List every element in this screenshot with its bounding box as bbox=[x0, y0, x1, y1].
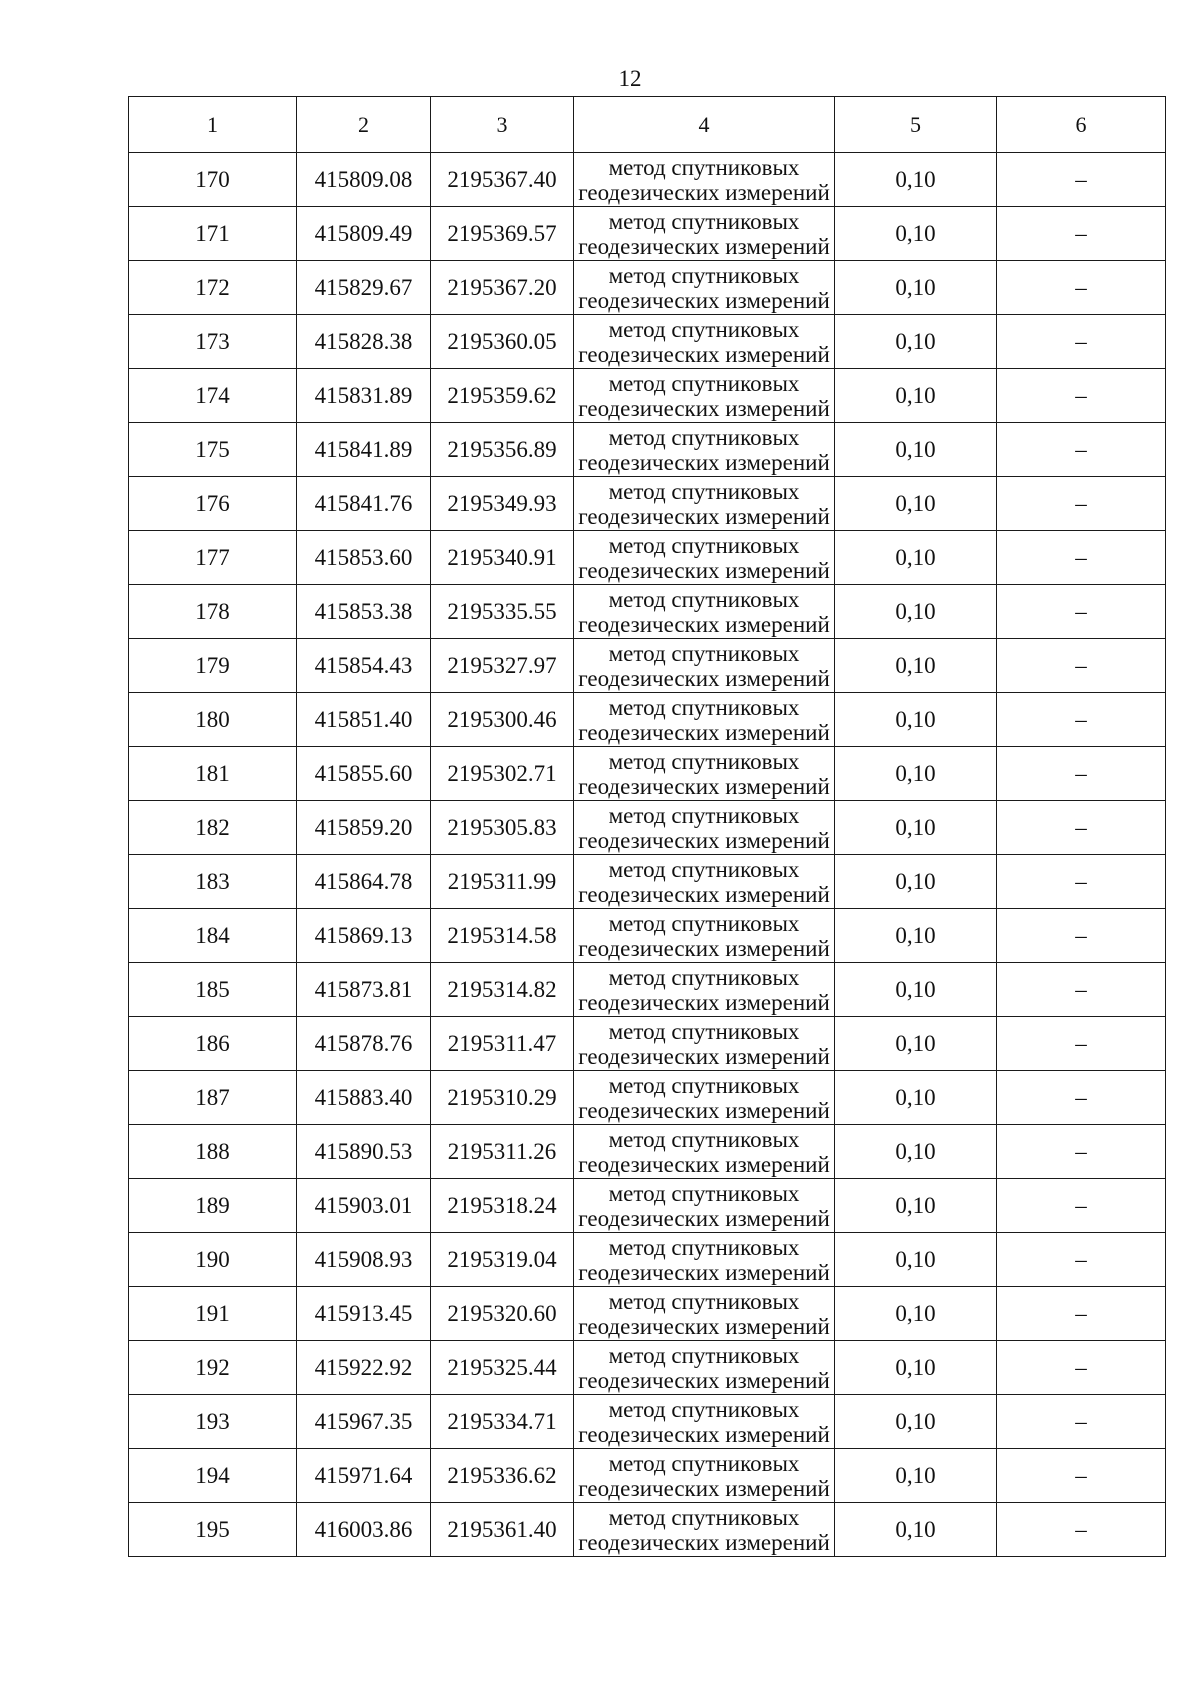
method-line-1: метод спутниковых bbox=[608, 586, 800, 612]
description-cell: – bbox=[997, 801, 1166, 855]
accuracy-cell: 0,10 bbox=[835, 855, 997, 909]
coordinate-x-cell: 415913.45 bbox=[297, 1287, 431, 1341]
point-number-cell: 177 bbox=[129, 531, 297, 585]
method-line-1: метод спутниковых bbox=[608, 424, 800, 450]
description-cell: – bbox=[997, 1395, 1166, 1449]
coordinate-x-cell: 415853.60 bbox=[297, 531, 431, 585]
method-line-2: геодезических измерений bbox=[578, 1313, 830, 1339]
description-cell: – bbox=[997, 423, 1166, 477]
table-row bbox=[129, 531, 1166, 585]
coordinate-x-cell: 415841.76 bbox=[297, 477, 431, 531]
table-row bbox=[129, 801, 1166, 855]
coordinate-y-cell: 2195314.82 bbox=[431, 963, 574, 1017]
description-cell: – bbox=[997, 1071, 1166, 1125]
table-row bbox=[129, 369, 1166, 423]
accuracy-cell: 0,10 bbox=[835, 1233, 997, 1287]
accuracy-cell: 0,10 bbox=[835, 585, 997, 639]
coordinate-y-cell: 2195320.60 bbox=[431, 1287, 574, 1341]
method-line-1: метод спутниковых bbox=[608, 1288, 800, 1314]
method-line-1: метод спутниковых bbox=[608, 1126, 800, 1152]
method-cell bbox=[574, 1125, 835, 1179]
method-line-2: геодезических измерений bbox=[578, 341, 830, 367]
method-line-2: геодезических измерений bbox=[578, 557, 830, 583]
point-number-cell: 179 bbox=[129, 639, 297, 693]
method-line-2: геодезических измерений bbox=[578, 503, 830, 529]
column-header-2: 2 bbox=[297, 97, 431, 153]
coordinate-y-cell: 2195300.46 bbox=[431, 693, 574, 747]
method-line-1: метод спутниковых bbox=[608, 208, 800, 234]
point-number-cell: 170 bbox=[129, 153, 297, 207]
method-line-2: геодезических измерений bbox=[578, 611, 830, 637]
table-row bbox=[129, 639, 1166, 693]
coordinate-y-cell: 2195311.99 bbox=[431, 855, 574, 909]
accuracy-cell: 0,10 bbox=[835, 1017, 997, 1071]
coordinate-y-cell: 2195369.57 bbox=[431, 207, 574, 261]
coordinate-x-cell: 415809.08 bbox=[297, 153, 431, 207]
method-line-1: метод спутниковых bbox=[608, 1504, 800, 1530]
method-line-2: геодезических измерений bbox=[578, 827, 830, 853]
table-row bbox=[129, 1071, 1166, 1125]
coordinate-x-cell: 415967.35 bbox=[297, 1395, 431, 1449]
method-line-1: метод спутниковых bbox=[608, 1342, 800, 1368]
description-cell: – bbox=[997, 963, 1166, 1017]
method-line-1: метод спутниковых bbox=[608, 856, 800, 882]
coordinate-y-cell: 2195311.47 bbox=[431, 1017, 574, 1071]
point-number-cell: 189 bbox=[129, 1179, 297, 1233]
description-cell: – bbox=[997, 693, 1166, 747]
point-number-cell: 172 bbox=[129, 261, 297, 315]
method-line-1: метод спутниковых bbox=[608, 478, 800, 504]
coordinate-y-cell: 2195310.29 bbox=[431, 1071, 574, 1125]
point-number-cell: 195 bbox=[129, 1503, 297, 1557]
coordinate-y-cell: 2195335.55 bbox=[431, 585, 574, 639]
point-number-cell: 180 bbox=[129, 693, 297, 747]
table-row bbox=[129, 693, 1166, 747]
method-line-2: геодезических измерений bbox=[578, 1205, 830, 1231]
coordinate-y-cell: 2195367.20 bbox=[431, 261, 574, 315]
method-line-2: геодезических измерений bbox=[578, 395, 830, 421]
accuracy-cell: 0,10 bbox=[835, 747, 997, 801]
coordinates-table bbox=[128, 96, 1166, 1557]
accuracy-cell: 0,10 bbox=[835, 1341, 997, 1395]
method-cell bbox=[574, 801, 835, 855]
coordinate-x-cell: 415878.76 bbox=[297, 1017, 431, 1071]
table-body bbox=[129, 97, 1166, 1557]
accuracy-cell: 0,10 bbox=[835, 963, 997, 1017]
method-cell bbox=[574, 1341, 835, 1395]
method-line-1: метод спутниковых bbox=[608, 316, 800, 342]
accuracy-cell: 0,10 bbox=[835, 261, 997, 315]
point-number-cell: 193 bbox=[129, 1395, 297, 1449]
method-line-2: геодезических измерений bbox=[578, 1475, 830, 1501]
method-cell bbox=[574, 315, 835, 369]
coordinate-x-cell: 415829.67 bbox=[297, 261, 431, 315]
accuracy-cell: 0,10 bbox=[835, 1287, 997, 1341]
coordinate-y-cell: 2195340.91 bbox=[431, 531, 574, 585]
coordinate-y-cell: 2195367.40 bbox=[431, 153, 574, 207]
accuracy-cell: 0,10 bbox=[835, 423, 997, 477]
method-line-1: метод спутниковых bbox=[608, 748, 800, 774]
table-row bbox=[129, 747, 1166, 801]
page-number: 12 bbox=[618, 66, 642, 91]
table-row bbox=[129, 1449, 1166, 1503]
method-line-1: метод спутниковых bbox=[608, 802, 800, 828]
description-cell: – bbox=[997, 1179, 1166, 1233]
method-line-2: геодезических измерений bbox=[578, 989, 830, 1015]
description-cell: – bbox=[997, 1341, 1166, 1395]
method-cell bbox=[574, 1179, 835, 1233]
table-row bbox=[129, 315, 1166, 369]
coordinate-y-cell: 2195361.40 bbox=[431, 1503, 574, 1557]
point-number-cell: 173 bbox=[129, 315, 297, 369]
method-cell bbox=[574, 585, 835, 639]
method-cell bbox=[574, 1071, 835, 1125]
coordinate-x-cell: 415853.38 bbox=[297, 585, 431, 639]
table-row bbox=[129, 585, 1166, 639]
method-line-1: метод спутниковых bbox=[608, 910, 800, 936]
method-cell bbox=[574, 639, 835, 693]
point-number-cell: 182 bbox=[129, 801, 297, 855]
coordinate-x-cell: 415883.40 bbox=[297, 1071, 431, 1125]
accuracy-cell: 0,10 bbox=[835, 153, 997, 207]
coordinate-y-cell: 2195334.71 bbox=[431, 1395, 574, 1449]
accuracy-cell: 0,10 bbox=[835, 369, 997, 423]
column-header-4: 4 bbox=[574, 97, 835, 153]
accuracy-cell: 0,10 bbox=[835, 315, 997, 369]
method-cell bbox=[574, 423, 835, 477]
table-row bbox=[129, 207, 1166, 261]
accuracy-cell: 0,10 bbox=[835, 639, 997, 693]
table-row bbox=[129, 1503, 1166, 1557]
method-cell bbox=[574, 909, 835, 963]
point-number-cell: 186 bbox=[129, 1017, 297, 1071]
coordinate-x-cell: 415851.40 bbox=[297, 693, 431, 747]
description-cell: – bbox=[997, 639, 1166, 693]
method-line-1: метод спутниковых bbox=[608, 694, 800, 720]
point-number-cell: 194 bbox=[129, 1449, 297, 1503]
method-line-2: геодезических измерений bbox=[578, 719, 830, 745]
coordinate-x-cell: 415859.20 bbox=[297, 801, 431, 855]
column-header-3: 3 bbox=[431, 97, 574, 153]
accuracy-cell: 0,10 bbox=[835, 1071, 997, 1125]
description-cell: – bbox=[997, 369, 1166, 423]
method-cell bbox=[574, 1287, 835, 1341]
method-cell bbox=[574, 1503, 835, 1557]
method-cell bbox=[574, 693, 835, 747]
description-cell: – bbox=[997, 1125, 1166, 1179]
point-number-cell: 183 bbox=[129, 855, 297, 909]
description-cell: – bbox=[997, 477, 1166, 531]
point-number-cell: 185 bbox=[129, 963, 297, 1017]
method-line-1: метод спутниковых bbox=[608, 1450, 800, 1476]
coordinate-y-cell: 2195311.26 bbox=[431, 1125, 574, 1179]
description-cell: – bbox=[997, 1503, 1166, 1557]
coordinate-x-cell: 415831.89 bbox=[297, 369, 431, 423]
method-line-2: геодезических измерений bbox=[578, 449, 830, 475]
point-number-cell: 187 bbox=[129, 1071, 297, 1125]
coordinate-y-cell: 2195305.83 bbox=[431, 801, 574, 855]
method-line-1: метод спутниковых bbox=[608, 1018, 800, 1044]
accuracy-cell: 0,10 bbox=[835, 1395, 997, 1449]
method-line-1: метод спутниковых bbox=[608, 262, 800, 288]
coordinate-y-cell: 2195359.62 bbox=[431, 369, 574, 423]
accuracy-cell: 0,10 bbox=[835, 1125, 997, 1179]
method-cell bbox=[574, 1233, 835, 1287]
coordinate-x-cell: 415922.92 bbox=[297, 1341, 431, 1395]
table-row bbox=[129, 909, 1166, 963]
method-line-1: метод спутниковых bbox=[608, 640, 800, 666]
method-line-2: геодезических измерений bbox=[578, 881, 830, 907]
accuracy-cell: 0,10 bbox=[835, 1503, 997, 1557]
point-number-cell: 188 bbox=[129, 1125, 297, 1179]
method-line-2: геодезических измерений bbox=[578, 1421, 830, 1447]
method-cell bbox=[574, 1017, 835, 1071]
accuracy-cell: 0,10 bbox=[835, 207, 997, 261]
coordinate-x-cell: 415809.49 bbox=[297, 207, 431, 261]
method-line-1: метод спутниковых bbox=[608, 1396, 800, 1422]
method-cell bbox=[574, 153, 835, 207]
description-cell: – bbox=[997, 261, 1166, 315]
table-row bbox=[129, 261, 1166, 315]
header-row bbox=[129, 97, 1166, 153]
table-row bbox=[129, 1017, 1166, 1071]
method-cell bbox=[574, 369, 835, 423]
description-cell: – bbox=[997, 531, 1166, 585]
table-row bbox=[129, 153, 1166, 207]
table-row bbox=[129, 1395, 1166, 1449]
method-cell bbox=[574, 261, 835, 315]
table-row bbox=[129, 1233, 1166, 1287]
table-row bbox=[129, 855, 1166, 909]
table-row bbox=[129, 1341, 1166, 1395]
method-line-1: метод спутниковых bbox=[608, 370, 800, 396]
coordinate-y-cell: 2195327.97 bbox=[431, 639, 574, 693]
coordinate-y-cell: 2195302.71 bbox=[431, 747, 574, 801]
description-cell: – bbox=[997, 1017, 1166, 1071]
coordinate-x-cell: 415855.60 bbox=[297, 747, 431, 801]
accuracy-cell: 0,10 bbox=[835, 1449, 997, 1503]
method-line-2: геодезических измерений bbox=[578, 1151, 830, 1177]
table-row bbox=[129, 477, 1166, 531]
coordinate-y-cell: 2195360.05 bbox=[431, 315, 574, 369]
coordinate-x-cell: 415908.93 bbox=[297, 1233, 431, 1287]
accuracy-cell: 0,10 bbox=[835, 477, 997, 531]
method-cell bbox=[574, 963, 835, 1017]
method-cell bbox=[574, 1449, 835, 1503]
method-line-2: геодезических измерений bbox=[578, 1097, 830, 1123]
coordinate-x-cell: 415828.38 bbox=[297, 315, 431, 369]
method-line-2: геодезических измерений bbox=[578, 287, 830, 313]
column-header-6: 6 bbox=[997, 97, 1166, 153]
description-cell: – bbox=[997, 207, 1166, 261]
coordinate-x-cell: 415841.89 bbox=[297, 423, 431, 477]
description-cell: – bbox=[997, 153, 1166, 207]
description-cell: – bbox=[997, 1233, 1166, 1287]
coordinate-x-cell: 415873.81 bbox=[297, 963, 431, 1017]
point-number-cell: 191 bbox=[129, 1287, 297, 1341]
accuracy-cell: 0,10 bbox=[835, 531, 997, 585]
method-cell bbox=[574, 477, 835, 531]
method-line-2: геодезических измерений bbox=[578, 1043, 830, 1069]
description-cell: – bbox=[997, 1449, 1166, 1503]
accuracy-cell: 0,10 bbox=[835, 801, 997, 855]
table-row bbox=[129, 963, 1166, 1017]
method-line-1: метод спутниковых bbox=[608, 1072, 800, 1098]
point-number-cell: 184 bbox=[129, 909, 297, 963]
coordinate-x-cell: 415854.43 bbox=[297, 639, 431, 693]
coordinate-x-cell: 416003.86 bbox=[297, 1503, 431, 1557]
accuracy-cell: 0,10 bbox=[835, 909, 997, 963]
table-row bbox=[129, 1287, 1166, 1341]
method-line-1: метод спутниковых bbox=[608, 154, 800, 180]
coordinate-y-cell: 2195336.62 bbox=[431, 1449, 574, 1503]
coordinate-x-cell: 415869.13 bbox=[297, 909, 431, 963]
table-row bbox=[129, 423, 1166, 477]
description-cell: – bbox=[997, 315, 1166, 369]
point-number-cell: 181 bbox=[129, 747, 297, 801]
column-header-1: 1 bbox=[129, 97, 297, 153]
accuracy-cell: 0,10 bbox=[835, 1179, 997, 1233]
coordinate-y-cell: 2195318.24 bbox=[431, 1179, 574, 1233]
description-cell: – bbox=[997, 747, 1166, 801]
method-cell bbox=[574, 1395, 835, 1449]
point-number-cell: 174 bbox=[129, 369, 297, 423]
point-number-cell: 175 bbox=[129, 423, 297, 477]
description-cell: – bbox=[997, 585, 1166, 639]
point-number-cell: 176 bbox=[129, 477, 297, 531]
method-line-1: метод спутниковых bbox=[608, 1180, 800, 1206]
table-row bbox=[129, 1125, 1166, 1179]
method-line-2: геодезических измерений bbox=[578, 179, 830, 205]
coordinate-y-cell: 2195314.58 bbox=[431, 909, 574, 963]
column-header-5: 5 bbox=[835, 97, 997, 153]
point-number-cell: 192 bbox=[129, 1341, 297, 1395]
method-cell bbox=[574, 531, 835, 585]
point-number-cell: 171 bbox=[129, 207, 297, 261]
method-line-2: геодезических измерений bbox=[578, 1367, 830, 1393]
method-cell bbox=[574, 855, 835, 909]
coordinate-y-cell: 2195349.93 bbox=[431, 477, 574, 531]
coordinate-y-cell: 2195319.04 bbox=[431, 1233, 574, 1287]
coordinate-x-cell: 415864.78 bbox=[297, 855, 431, 909]
table-row bbox=[129, 1179, 1166, 1233]
description-cell: – bbox=[997, 855, 1166, 909]
method-line-1: метод спутниковых bbox=[608, 964, 800, 990]
point-number-cell: 190 bbox=[129, 1233, 297, 1287]
method-line-2: геодезических измерений bbox=[578, 935, 830, 961]
coordinate-x-cell: 415890.53 bbox=[297, 1125, 431, 1179]
coordinate-x-cell: 415903.01 bbox=[297, 1179, 431, 1233]
method-line-1: метод спутниковых bbox=[608, 1234, 800, 1260]
point-number-cell: 178 bbox=[129, 585, 297, 639]
description-cell: – bbox=[997, 1287, 1166, 1341]
accuracy-cell: 0,10 bbox=[835, 693, 997, 747]
description-cell: – bbox=[997, 909, 1166, 963]
coordinate-y-cell: 2195325.44 bbox=[431, 1341, 574, 1395]
method-line-2: геодезических измерений bbox=[578, 233, 830, 259]
method-line-2: геодезических измерений bbox=[578, 773, 830, 799]
method-cell bbox=[574, 747, 835, 801]
coordinate-x-cell: 415971.64 bbox=[297, 1449, 431, 1503]
method-line-2: геодезических измерений bbox=[578, 1259, 830, 1285]
coordinate-y-cell: 2195356.89 bbox=[431, 423, 574, 477]
method-cell bbox=[574, 207, 835, 261]
method-line-2: геодезических измерений bbox=[578, 665, 830, 691]
method-line-1: метод спутниковых bbox=[608, 532, 800, 558]
method-line-2: геодезических измерений bbox=[578, 1529, 830, 1555]
